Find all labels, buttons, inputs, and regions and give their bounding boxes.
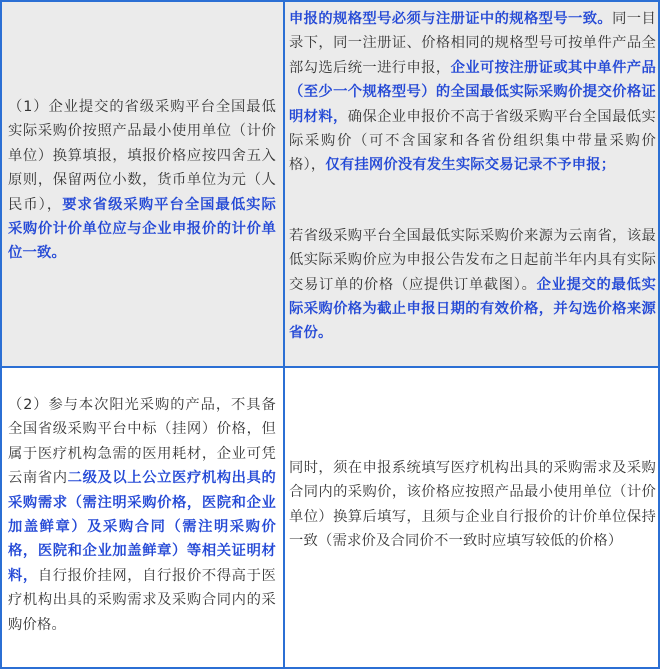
- row1-right-text-2: 确保企业申报价不高于省级采购平台全国最低实际采购价（可不含国家和各省份组织集中带量采购价格），: [289, 108, 656, 174]
- row1-right-highlight-2: 企业可按注册证或其中单件产品（至少一个规格型号）的全国最低实际采购价提交价格证明材料，: [289, 59, 656, 125]
- row1-left-highlight-1: 要求省级采购平台全国最低实际采购价计价单位应与企业申报价的计价单位一致。: [8, 196, 276, 262]
- row2-left-text-2: 自行报价挂网，自行报价不得高于医疗机构出具的采购需求及采购合同内的采购价格。: [8, 567, 276, 633]
- row1-right-paragraph-2: [289, 224, 656, 346]
- column-divider: [283, 0, 285, 669]
- row1-right-highlight-4: 企业提交的最低实际采购价格为截止申报日期的有效价格，并勾选价格来源省份。: [289, 276, 657, 342]
- row2-left-highlight-1: 二级及以上公立医疗机构出具的采购需求（需注明采购价格，医院和企业加盖鲜章）及采购合同（需注明采购价格，医院和企业加盖鲜章）等相关证明材料，: [8, 470, 276, 584]
- row1-right-paragraph-1: [289, 7, 656, 178]
- row1-right-text-1: 同一目录下，同一注册证、价格相同的规格型号可按单件产品全部勾选后统一进行申报，: [289, 11, 656, 76]
- paragraph-gap: [289, 178, 656, 224]
- row1-right-highlight-1: 申报的规格型号必须与注册证中的规格型号一致。: [289, 11, 613, 27]
- row1-left-text-1: （1）企业提交的省级采购平台全国最低实际采购价按照产品最小使用单位（计价单位）换算填报，填报价格应按四舍五入原则，保留两位小数，货币单位为元（人民币），: [8, 99, 276, 213]
- row1-right-highlight-3: 仅有挂网价没有发生实际交易记录不予申报；: [325, 157, 616, 174]
- row1-left-cell: [0, 0, 284, 367]
- row2-right-cell: [284, 367, 660, 669]
- row2-right-text-1: 同时，须在申报系统填写医疗机构出具的采购需求及采购合同内的采购价，该价格应按照产品最小使用单位（计价单位）换算后填写，且须与企业自行报价的计价单位保持一致（需求价及合同价不一致时应填写较低的价格）: [289, 460, 656, 550]
- row1-right-text-3: 若省级采购平台全国最低实际采购价来源为云南省，该最低实际采购价应为申报公告发布之日起前半年内具有实际交易订单的价格（应提供订单截图）。: [289, 227, 656, 293]
- row1-right-cell: [284, 0, 660, 367]
- row2-left-cell: [0, 367, 284, 669]
- row2-left-text-1: （2）参与本次阳光采购的产品，不具备全国省级采购平台中标（挂网）价格，但属于医疗机构急需的医用耗材，企业可凭云南省内: [8, 397, 276, 487]
- row-divider: [0, 366, 660, 368]
